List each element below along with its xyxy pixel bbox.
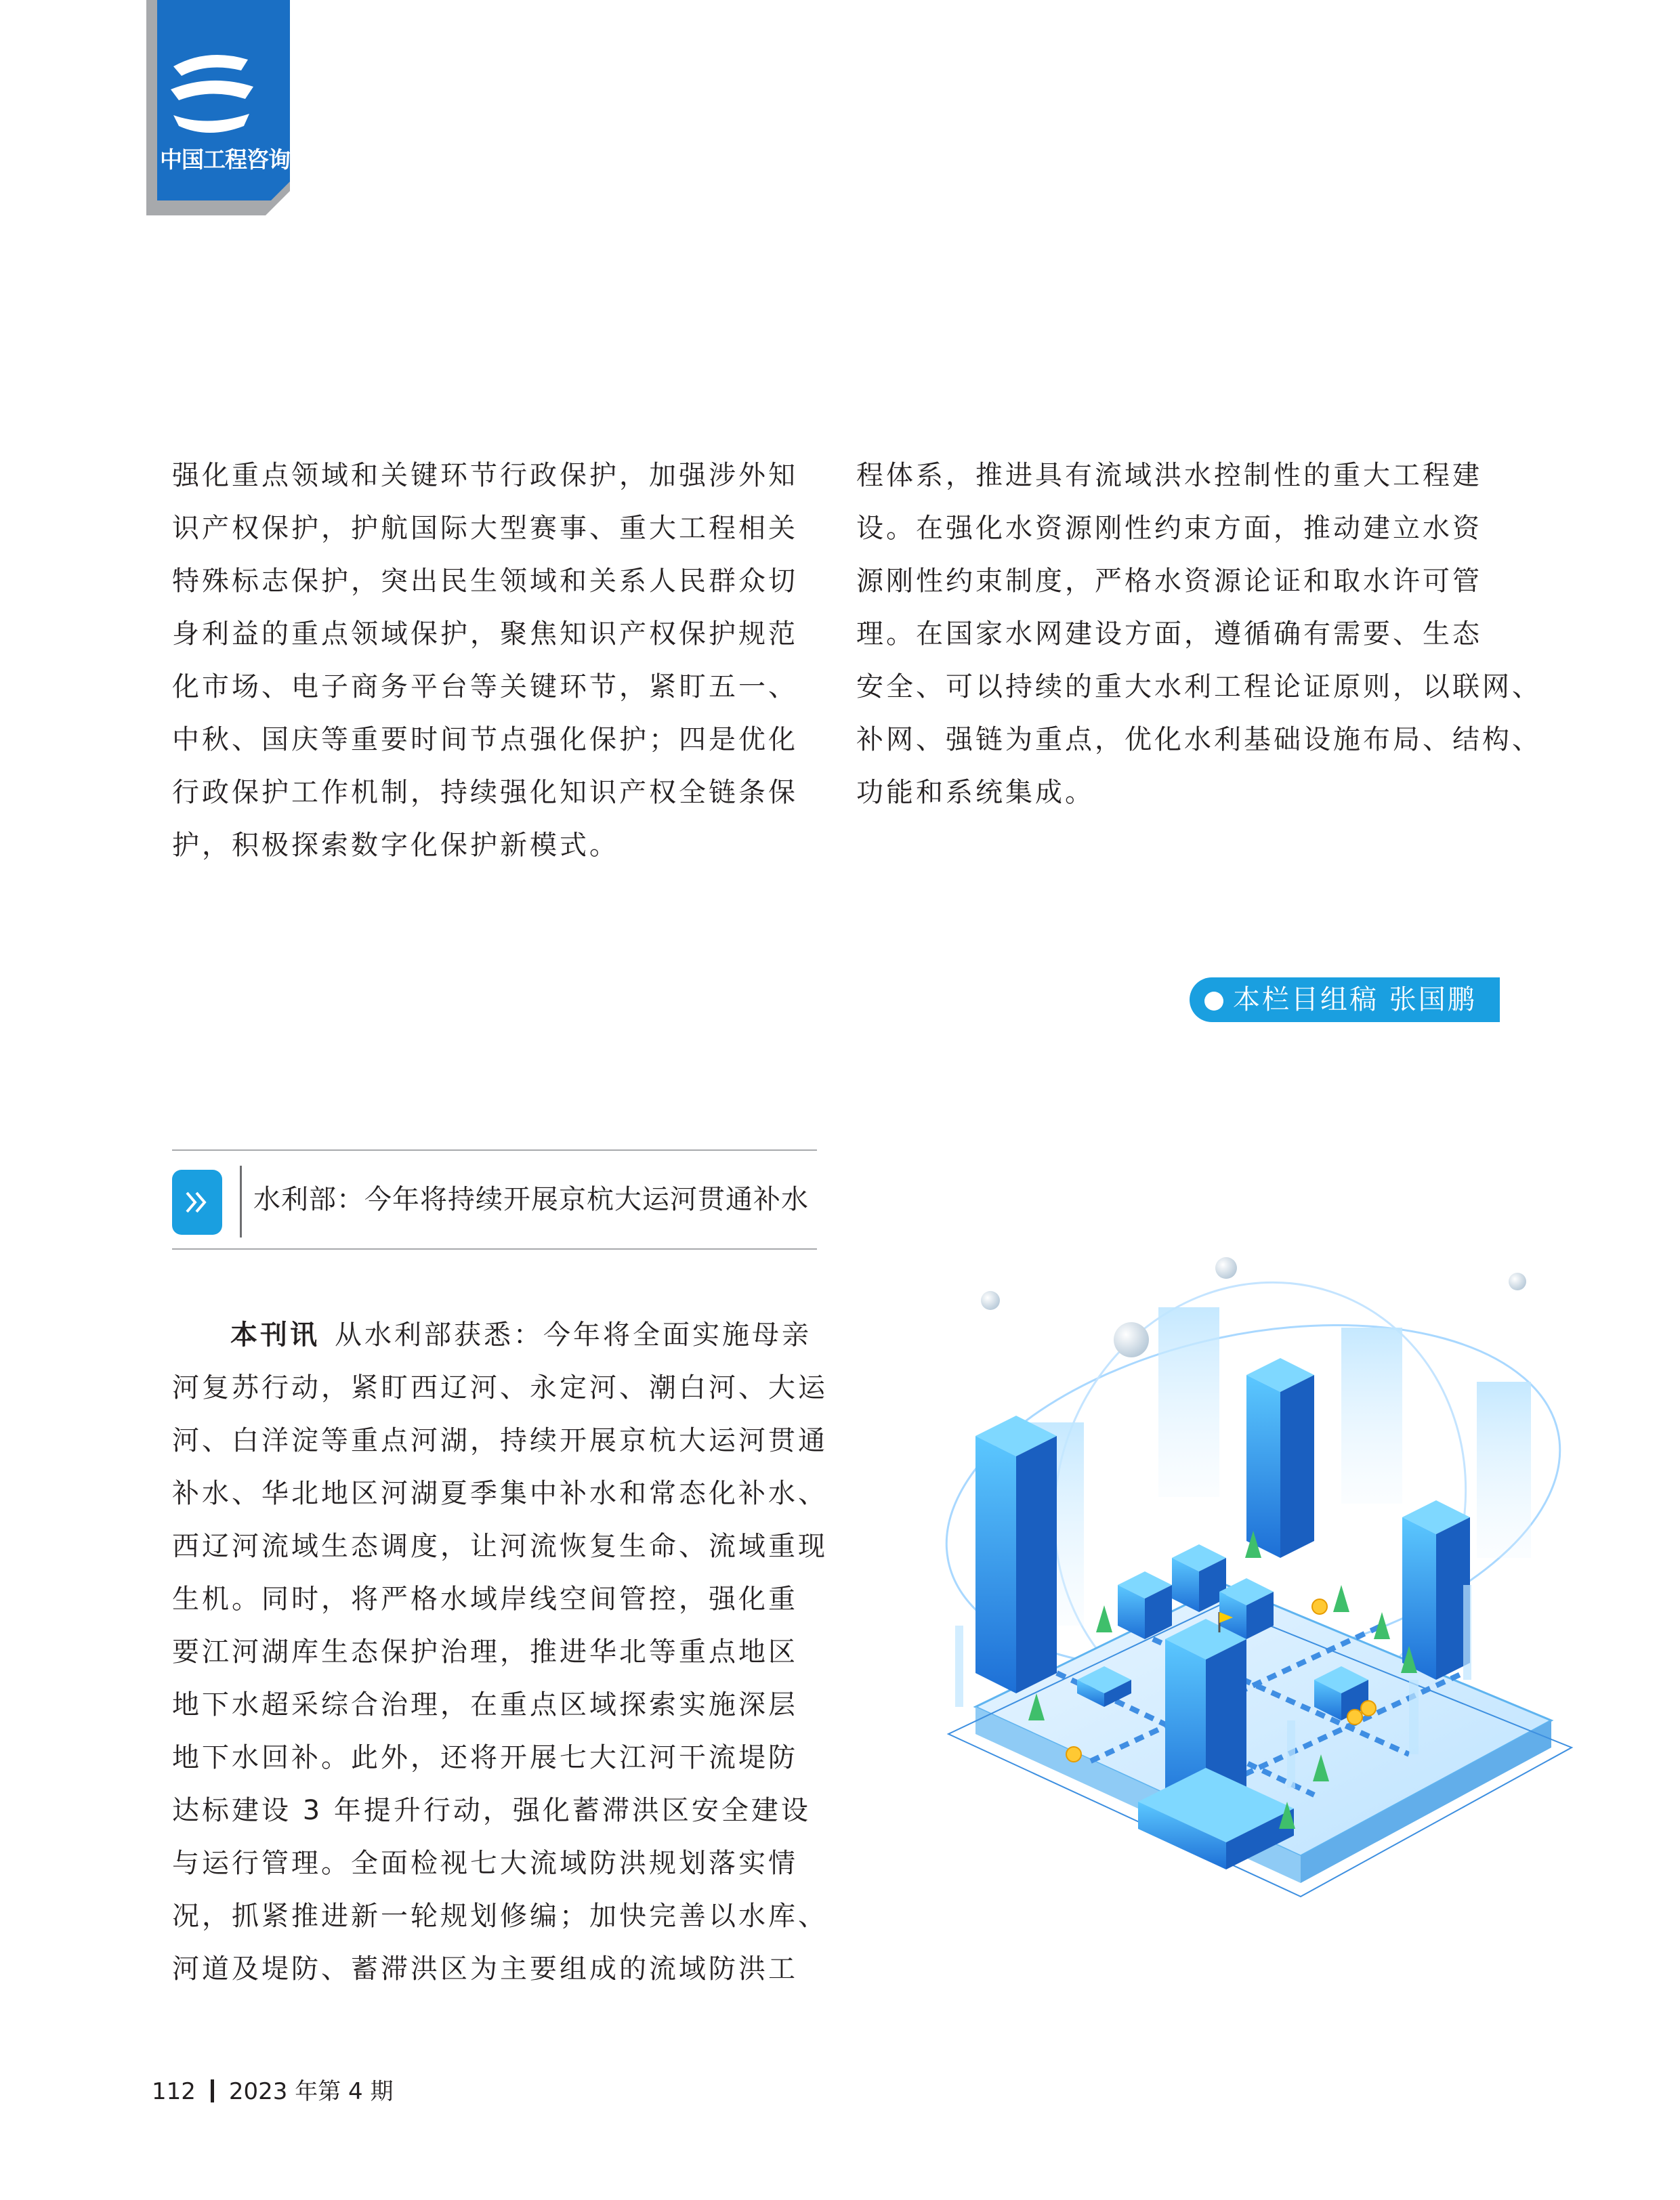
- text-line: 河道及堤防、蓄滞洪区为主要组成的流域防洪工: [172, 1953, 798, 1985]
- text-line: 补水、华北地区河湖夏季集中补水和常态化补水、: [172, 1478, 828, 1509]
- heading-divider: [240, 1166, 242, 1238]
- lead-label: 本刊讯: [230, 1319, 320, 1351]
- editor-credit-badge: [1190, 977, 1500, 1022]
- text-line: 况，抓紧推进新一轮规划修编；加快完善以水库、: [172, 1901, 828, 1932]
- text-line: 西辽河流域生态调度，让河流恢复生命、流域重现: [172, 1531, 828, 1562]
- journal-emblem-icon: [171, 55, 253, 133]
- text-line: 地下水超采综合治理，在重点区域探索实施深层: [172, 1689, 798, 1720]
- double-chevron-right-icon: [172, 1170, 222, 1235]
- text-line: 设。在强化水资源刚性约束方面，推动建立水资: [856, 513, 1482, 544]
- issue-label: 2023 年第 4 期: [228, 2078, 394, 2105]
- text-line: 安全、可以持续的重大水利工程论证原则，以联网、: [856, 671, 1542, 702]
- text-line: 补网、强链为重点，优化水利基础设施布局、结构、: [856, 724, 1542, 755]
- text-line: 程体系，推进具有流域洪水控制性的重大工程建: [856, 460, 1482, 491]
- journal-logo-tab: [146, 0, 290, 215]
- text-line: 与运行管理。全面检视七大流域防洪规划落实情: [172, 1848, 798, 1879]
- text-line: 身利益的重点领域保护，聚焦知识产权保护规范: [172, 618, 798, 650]
- footer-separator: [211, 2079, 214, 2102]
- text-line: 地下水回补。此外，还将开展七大江河干流堤防: [172, 1742, 798, 1773]
- news-first-line: [172, 1309, 822, 1361]
- text-line: 理。在国家水网建设方面，遵循确有需要、生态: [856, 618, 1482, 650]
- text-line: 护，积极探索数字化保护新模式。: [172, 830, 619, 861]
- text-line: 要江河湖库生态保护治理，推进华北等重点地区: [172, 1636, 798, 1668]
- editor-credit-text: 本栏目组稿 张国鹏: [1233, 984, 1477, 1015]
- news-title: 水利部：今年将持续开展京杭大运河贯通补水: [253, 1184, 809, 1215]
- logo-tab-shape: [146, 0, 290, 215]
- text-line: 源刚性约束制度，严格水资源论证和取水许可管: [856, 566, 1482, 597]
- text-line: 特殊标志保护，突出民生领域和关系人民群众切: [172, 566, 798, 597]
- isometric-smart-city-illustration: [935, 1206, 1585, 1937]
- text-line: 识产权保护，护航国际大型赛事、重大工程相关: [172, 513, 798, 544]
- text-line: 河复苏行动，紧盯西辽河、永定河、潮白河、大运: [172, 1372, 828, 1403]
- bullet-dot-icon: [1204, 992, 1223, 1011]
- text-line: 化市场、电子商务平台等关键环节，紧盯五一、: [172, 671, 798, 702]
- text-line: 行政保护工作机制，持续强化知识产权全链条保: [172, 777, 798, 808]
- text-line: 中秋、国庆等重要时间节点强化保护；四是优化: [172, 724, 798, 755]
- page-number: 112: [152, 2078, 196, 2105]
- previous-article-right-column: [856, 449, 1542, 819]
- news-heading-bar: [172, 1149, 817, 1250]
- text-line: 功能和系统集成。: [856, 777, 1095, 808]
- text-fragment: 从水利部获悉：今年将全面实施母亲: [335, 1319, 812, 1351]
- previous-article-left-column: [172, 449, 822, 872]
- journal-name: 中国工程咨询: [160, 146, 290, 173]
- text-line: 生机。同时，将严格水域岸线空间管控，强化重: [172, 1584, 798, 1615]
- text-line: 达标建设 3 年提升行动，强化蓄滞洪区安全建设: [172, 1795, 811, 1826]
- page-footer: [152, 2073, 394, 2106]
- text-line: 强化重点领域和关键环节行政保护，加强涉外知: [172, 460, 798, 491]
- news-body: [172, 1309, 828, 1995]
- text-line: 河、白洋淀等重点河湖，持续开展京杭大运河贯通: [172, 1425, 828, 1456]
